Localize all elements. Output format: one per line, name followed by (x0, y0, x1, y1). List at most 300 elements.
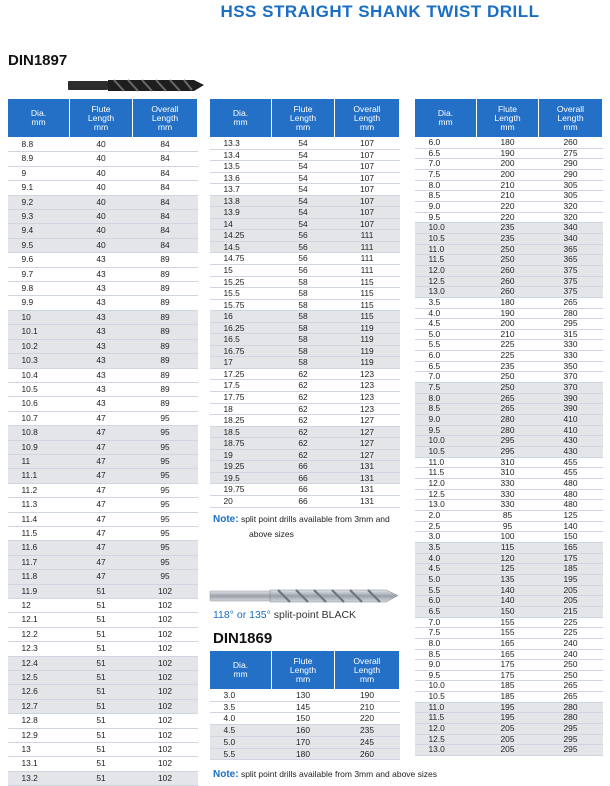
flute-length-cell: 200 (477, 169, 539, 180)
flute-length-cell: 51 (70, 627, 133, 641)
dia-cell: 7.0 (415, 159, 477, 170)
dia-cell: 9.8 (8, 282, 70, 296)
dia-cell: 16.5 (210, 334, 272, 346)
dia-cell: 3.5 (415, 297, 477, 308)
table-row (415, 308, 603, 319)
overall-length-cell: 102 (133, 714, 198, 728)
overall-length-cell: 107 (335, 195, 400, 207)
overall-length-cell: 250 (539, 660, 603, 671)
table-row (210, 495, 400, 507)
flute-length-cell: 115 (477, 542, 539, 553)
table-row (210, 241, 400, 253)
table-row (210, 299, 400, 311)
table-row (210, 701, 400, 713)
overall-length-cell: 84 (133, 181, 198, 195)
flute-length-cell: 58 (272, 299, 335, 311)
overall-length-header: Overall Length mm (539, 99, 603, 138)
flute-length-cell: 160 (272, 725, 335, 737)
overall-length-cell: 260 (539, 138, 603, 149)
overall-length-cell: 95 (133, 483, 198, 497)
flute-length-cell: 43 (70, 253, 133, 267)
dia-cell: 9.5 (415, 425, 477, 436)
flute-length-cell: 150 (477, 606, 539, 617)
overall-length-cell: 89 (133, 310, 198, 324)
table-row (8, 152, 198, 166)
table-row (210, 690, 400, 702)
table-row (415, 702, 603, 713)
dia-cell: 4.5 (210, 725, 272, 737)
overall-length-cell: 89 (133, 354, 198, 368)
overall-length-cell: 123 (335, 392, 400, 404)
dia-cell: 14.75 (210, 253, 272, 265)
dia-cell: 9.6 (8, 253, 70, 267)
overall-length-cell: 84 (133, 152, 198, 166)
table-row (8, 426, 198, 440)
flute-length-cell: 95 (477, 521, 539, 532)
overall-length-cell: 131 (335, 495, 400, 507)
flute-length-cell: 66 (272, 495, 335, 507)
din1869-label: DIN1869 (213, 630, 273, 647)
table-row (415, 415, 603, 426)
dia-cell: 12.5 (415, 276, 477, 287)
flute-length-cell: 43 (70, 325, 133, 339)
table-row (415, 383, 603, 394)
overall-length-cell: 111 (335, 253, 400, 265)
flute-length-cell: 170 (272, 736, 335, 748)
flute-length-cell: 130 (272, 690, 335, 702)
overall-length-cell: 375 (539, 287, 603, 298)
table-row (415, 372, 603, 383)
dia-cell: 5.0 (415, 574, 477, 585)
overall-length-cell: 245 (335, 736, 400, 748)
flute-length-cell: 51 (70, 671, 133, 685)
table-row (415, 351, 603, 362)
overall-length-cell: 370 (539, 383, 603, 394)
table-row (415, 532, 603, 543)
din1897-label: DIN1897 (8, 52, 68, 69)
table-row (8, 454, 198, 468)
flute-length-cell: 185 (477, 681, 539, 692)
overall-length-cell: 320 (539, 212, 603, 223)
table-row (8, 584, 198, 598)
flute-length-cell: 85 (477, 510, 539, 521)
table-row (8, 771, 198, 785)
overall-length-cell: 330 (539, 340, 603, 351)
dia-cell: 9.3 (8, 210, 70, 224)
table-row (210, 218, 400, 230)
overall-length-cell: 265 (539, 681, 603, 692)
overall-length-cell: 95 (133, 541, 198, 555)
dia-cell: 12.5 (415, 734, 477, 745)
overall-length-cell: 190 (335, 690, 400, 702)
overall-length-cell: 123 (335, 368, 400, 380)
flute-length-cell: 235 (477, 233, 539, 244)
overall-length-cell: 225 (539, 628, 603, 639)
dia-cell: 11.6 (8, 541, 70, 555)
dia-cell: 19.75 (210, 484, 272, 496)
flute-length-cell: 195 (477, 702, 539, 713)
table-row (210, 403, 400, 415)
overall-length-cell: 107 (335, 172, 400, 184)
flute-length-cell: 235 (477, 223, 539, 234)
overall-length-cell: 185 (539, 564, 603, 575)
table-row (210, 207, 400, 219)
dia-cell: 13.5 (210, 161, 272, 173)
overall-length-cell: 365 (539, 255, 603, 266)
dia-cell: 3.5 (415, 542, 477, 553)
dia-cell: 15.25 (210, 276, 272, 288)
table-row (415, 510, 603, 521)
overall-length-cell: 115 (335, 288, 400, 300)
flute-length-cell: 220 (477, 201, 539, 212)
table-row (415, 361, 603, 372)
din1897-table-1 (7, 98, 198, 786)
overall-length-cell: 107 (335, 207, 400, 219)
table-row (415, 713, 603, 724)
overall-length-cell: 280 (539, 713, 603, 724)
overall-length-cell: 119 (335, 322, 400, 334)
table-row (8, 253, 198, 267)
dia-cell: 12.5 (415, 489, 477, 500)
overall-length-cell: 89 (133, 382, 198, 396)
dia-cell: 12.6 (8, 685, 70, 699)
flute-length-cell: 310 (477, 457, 539, 468)
overall-length-cell: 175 (539, 553, 603, 564)
note-text: split point drills available from 3mm and above sizes (240, 769, 437, 779)
table-row (415, 329, 603, 340)
overall-length-cell: 240 (539, 638, 603, 649)
dia-cell: 6.0 (415, 138, 477, 149)
overall-length-cell: 340 (539, 233, 603, 244)
dia-cell: 17.5 (210, 380, 272, 392)
overall-length-cell: 84 (133, 138, 198, 152)
overall-length-cell: 131 (335, 461, 400, 473)
overall-length-cell: 95 (133, 411, 198, 425)
overall-length-cell: 340 (539, 223, 603, 234)
dia-cell: 10.1 (8, 325, 70, 339)
table-row (210, 472, 400, 484)
overall-length-cell: 260 (335, 748, 400, 760)
dia-cell: 13.6 (210, 172, 272, 184)
table-row (415, 542, 603, 553)
overall-length-cell: 95 (133, 426, 198, 440)
overall-length-cell: 84 (133, 238, 198, 252)
table-row (415, 233, 603, 244)
dia-cell: 10.4 (8, 368, 70, 382)
overall-length-cell: 265 (539, 692, 603, 703)
table-row (8, 526, 198, 540)
dia-cell: 10.3 (8, 354, 70, 368)
overall-length-cell: 102 (133, 584, 198, 598)
table-row (8, 195, 198, 209)
flute-length-cell: 62 (272, 426, 335, 438)
table-row (415, 521, 603, 532)
flute-length-cell: 54 (272, 195, 335, 207)
flute-length-header: Flute Length mm (272, 99, 335, 138)
flute-length-cell: 62 (272, 392, 335, 404)
table-row (210, 265, 400, 277)
dia-cell: 10.7 (8, 411, 70, 425)
overall-length-cell: 123 (335, 380, 400, 392)
overall-length-cell: 89 (133, 368, 198, 382)
table-row (415, 159, 603, 170)
dia-cell: 9 (8, 166, 70, 180)
table-row (8, 411, 198, 425)
drill-angle-caption (213, 609, 356, 621)
flute-length-cell: 47 (70, 426, 133, 440)
flute-length-cell: 56 (272, 265, 335, 277)
table-row (8, 354, 198, 368)
table-row (415, 724, 603, 735)
flute-length-cell: 51 (70, 757, 133, 771)
table-row (8, 469, 198, 483)
flute-length-cell: 210 (477, 180, 539, 191)
table-row (415, 564, 603, 575)
table-row (210, 426, 400, 438)
table-row (415, 148, 603, 159)
flute-length-cell: 47 (70, 498, 133, 512)
overall-length-cell: 95 (133, 512, 198, 526)
table-row (415, 180, 603, 191)
flute-length-cell: 265 (477, 393, 539, 404)
flute-length-cell: 155 (477, 617, 539, 628)
flute-length-cell: 225 (477, 340, 539, 351)
dia-cell: 14.25 (210, 230, 272, 242)
table-row (8, 210, 198, 224)
table-row (210, 334, 400, 346)
table-row (415, 447, 603, 458)
overall-length-cell: 220 (335, 713, 400, 725)
flute-length-header: Flute Length mm (477, 99, 539, 138)
table-row (415, 287, 603, 298)
dia-cell: 10.0 (415, 681, 477, 692)
dia-cell: 11.0 (415, 244, 477, 255)
flute-length-cell: 47 (70, 469, 133, 483)
table-row (8, 368, 198, 382)
flute-length-cell: 175 (477, 670, 539, 681)
flute-length-cell: 43 (70, 354, 133, 368)
flute-length-cell: 66 (272, 484, 335, 496)
overall-length-cell: 305 (539, 191, 603, 202)
dia-cell: 9.0 (415, 660, 477, 671)
overall-length-cell: 390 (539, 404, 603, 415)
overall-length-cell: 84 (133, 210, 198, 224)
dia-cell: 18 (210, 403, 272, 415)
table-row (8, 267, 198, 281)
table-row (210, 748, 400, 760)
table-row (415, 223, 603, 234)
dia-cell: 13.4 (210, 149, 272, 161)
dia-cell: 11.9 (8, 584, 70, 598)
dia-header: Dia. mm (210, 99, 272, 138)
flute-length-cell: 40 (70, 152, 133, 166)
table-row (415, 681, 603, 692)
flute-length-cell: 40 (70, 181, 133, 195)
flute-length-cell: 54 (272, 218, 335, 230)
flute-length-cell: 54 (272, 207, 335, 219)
table-row (415, 255, 603, 266)
dia-cell: 10.0 (415, 436, 477, 447)
flute-length-cell: 225 (477, 351, 539, 362)
dia-cell: 9.1 (8, 181, 70, 195)
table-row (210, 138, 400, 150)
flute-length-cell: 51 (70, 699, 133, 713)
dia-cell: 9.0 (415, 201, 477, 212)
flute-length-cell: 40 (70, 224, 133, 238)
overall-length-cell: 295 (539, 319, 603, 330)
flute-length-cell: 54 (272, 138, 335, 150)
dia-cell: 11.5 (8, 526, 70, 540)
table-row (210, 322, 400, 334)
overall-length-cell: 89 (133, 339, 198, 353)
table-row (210, 195, 400, 207)
dia-cell: 14 (210, 218, 272, 230)
flute-length-cell: 280 (477, 415, 539, 426)
overall-length-cell: 102 (133, 642, 198, 656)
flute-length-cell: 62 (272, 380, 335, 392)
flute-length-cell: 205 (477, 724, 539, 735)
flute-length-cell: 47 (70, 570, 133, 584)
dia-cell: 7.5 (415, 383, 477, 394)
table-row (8, 138, 198, 152)
flute-length-cell: 200 (477, 319, 539, 330)
overall-length-cell: 195 (539, 574, 603, 585)
dia-cell: 7.0 (415, 617, 477, 628)
dia-cell: 20 (210, 495, 272, 507)
flute-length-cell: 43 (70, 267, 133, 281)
table-row (8, 440, 198, 454)
table-row (415, 574, 603, 585)
flute-length-cell: 260 (477, 287, 539, 298)
overall-length-cell: 95 (133, 454, 198, 468)
overall-length-cell: 480 (539, 500, 603, 511)
table-row (415, 265, 603, 276)
overall-length-cell: 240 (539, 649, 603, 660)
table-row (8, 181, 198, 195)
table-row (210, 368, 400, 380)
overall-length-cell: 480 (539, 489, 603, 500)
overall-length-cell: 102 (133, 728, 198, 742)
dia-cell: 11.5 (415, 255, 477, 266)
dia-cell: 5.5 (210, 748, 272, 760)
overall-length-cell: 320 (539, 201, 603, 212)
overall-length-cell: 295 (539, 734, 603, 745)
table-row (8, 541, 198, 555)
dia-cell: 13.1 (8, 757, 70, 771)
flute-length-cell: 47 (70, 526, 133, 540)
dia-cell: 17.75 (210, 392, 272, 404)
table-row (8, 397, 198, 411)
flute-length-cell: 330 (477, 500, 539, 511)
table-row (415, 489, 603, 500)
dia-cell: 10.9 (8, 440, 70, 454)
flute-length-cell: 62 (272, 449, 335, 461)
flute-length-cell: 56 (272, 230, 335, 242)
dia-cell: 12.9 (8, 728, 70, 742)
table-row (415, 692, 603, 703)
flute-length-cell: 250 (477, 244, 539, 255)
table-row (8, 699, 198, 713)
dia-cell: 11.7 (8, 555, 70, 569)
table-row (210, 345, 400, 357)
overall-length-cell: 330 (539, 351, 603, 362)
table-row (415, 734, 603, 745)
dia-cell: 12.7 (8, 699, 70, 713)
overall-length-cell: 107 (335, 161, 400, 173)
dia-cell: 12.8 (8, 714, 70, 728)
flute-length-cell: 205 (477, 734, 539, 745)
flute-length-cell: 165 (477, 649, 539, 660)
dia-cell: 9.0 (415, 415, 477, 426)
overall-length-cell: 84 (133, 166, 198, 180)
overall-length-cell: 119 (335, 345, 400, 357)
overall-length-header: Overall Length mm (133, 99, 198, 138)
dia-cell: 8.5 (415, 191, 477, 202)
table-row (8, 627, 198, 641)
dia-cell: 16.75 (210, 345, 272, 357)
flute-length-cell: 125 (477, 564, 539, 575)
dia-cell: 10.8 (8, 426, 70, 440)
dia-cell: 7.5 (415, 169, 477, 180)
dia-cell: 4.0 (210, 713, 272, 725)
overall-length-cell: 102 (133, 771, 198, 785)
dia-header: Dia. mm (415, 99, 477, 138)
overall-length-cell: 295 (539, 724, 603, 735)
dia-cell: 13.3 (210, 138, 272, 150)
flute-length-cell: 40 (70, 210, 133, 224)
flute-length-cell: 145 (272, 701, 335, 713)
flute-length-cell: 210 (477, 329, 539, 340)
flute-length-cell: 58 (272, 322, 335, 334)
flute-length-cell: 210 (477, 191, 539, 202)
overall-length-cell: 107 (335, 138, 400, 150)
table-row (415, 606, 603, 617)
overall-length-cell: 89 (133, 325, 198, 339)
dia-cell: 15 (210, 265, 272, 277)
dia-cell: 13.0 (415, 745, 477, 756)
dia-cell: 8.8 (8, 138, 70, 152)
table-row (210, 461, 400, 473)
table-row (415, 191, 603, 202)
dia-cell: 13.8 (210, 195, 272, 207)
table-row (210, 713, 400, 725)
overall-length-cell: 140 (539, 521, 603, 532)
dia-cell: 10.5 (415, 447, 477, 458)
table-row (415, 745, 603, 756)
flute-length-cell: 175 (477, 660, 539, 671)
flute-length-cell: 62 (272, 438, 335, 450)
table-row (8, 382, 198, 396)
page-title: HSS STRAIGHT SHANK TWIST DRILL (220, 2, 540, 21)
overall-length-cell: 115 (335, 276, 400, 288)
dia-cell: 12.3 (8, 642, 70, 656)
dia-cell: 10.5 (415, 692, 477, 703)
flute-length-cell: 51 (70, 685, 133, 699)
flute-length-cell: 200 (477, 159, 539, 170)
dia-cell: 15.5 (210, 288, 272, 300)
overall-length-cell: 102 (133, 627, 198, 641)
flute-length-header: Flute Length mm (272, 651, 335, 690)
flute-length-cell: 51 (70, 743, 133, 757)
table-row (415, 670, 603, 681)
dia-cell: 12 (8, 599, 70, 613)
flute-length-header: Flute Length mm (70, 99, 133, 138)
flute-length-cell: 40 (70, 238, 133, 252)
flute-length-cell: 51 (70, 771, 133, 785)
table-row (210, 392, 400, 404)
dia-cell: 2.0 (415, 510, 477, 521)
overall-length-cell: 95 (133, 498, 198, 512)
